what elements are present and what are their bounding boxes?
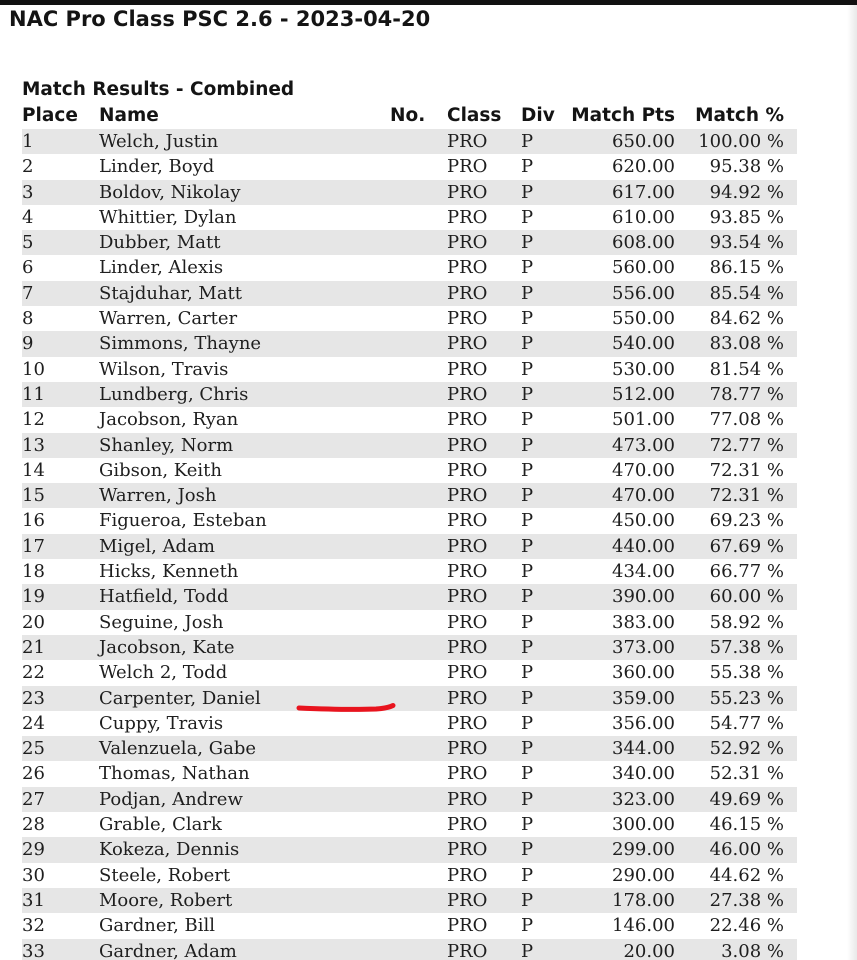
cell-division: P (521, 763, 534, 785)
table-row (22, 230, 797, 255)
cell-class: PRO (447, 206, 488, 228)
table-row (22, 306, 797, 331)
cell-name: Warren, Josh (99, 485, 217, 507)
cell-match-percent: 55.38 % (709, 662, 784, 684)
table-row (22, 559, 797, 584)
cell-name: Moore, Robert (99, 889, 233, 911)
cell-place: 23 (22, 687, 45, 709)
cell-name: Valenzuela, Gabe (99, 738, 257, 760)
cell-name: Dubber, Matt (99, 232, 221, 254)
table-row (22, 458, 797, 483)
cell-match-percent: 78.77 % (709, 383, 784, 405)
cell-place: 8 (22, 308, 34, 330)
cell-division: P (521, 485, 534, 507)
cell-class: PRO (447, 662, 488, 684)
cell-class: PRO (447, 485, 488, 507)
table-body (22, 129, 797, 960)
cell-class: PRO (447, 915, 488, 937)
table-row (22, 433, 797, 458)
cell-name: Wilson, Travis (99, 358, 229, 380)
cell-name: Warren, Carter (99, 308, 238, 330)
cell-place: 21 (22, 636, 45, 658)
cell-name: Gardner, Adam (99, 940, 237, 960)
header-match-percent: Match % (695, 105, 784, 126)
cell-match-percent: 72.31 % (709, 459, 784, 481)
cell-division: P (521, 131, 534, 152)
table-row (22, 939, 797, 960)
cell-name: Gardner, Bill (99, 915, 216, 937)
table-row (22, 382, 797, 407)
cell-place: 31 (22, 889, 45, 911)
cell-name: Linder, Boyd (99, 156, 215, 178)
cell-match-points: 540.00 (612, 333, 675, 355)
cell-match-points: 512.00 (612, 383, 675, 405)
cell-match-percent: 49.69 % (709, 788, 784, 810)
table-row (22, 129, 797, 154)
table-row (22, 205, 797, 230)
cell-place: 13 (22, 434, 45, 456)
cell-match-percent: 72.31 % (709, 485, 784, 507)
cell-match-percent: 57.38 % (709, 636, 784, 658)
cell-class: PRO (447, 181, 488, 203)
cell-division: P (521, 156, 534, 178)
cell-match-points: 473.00 (612, 434, 675, 456)
cell-name: Hicks, Kenneth (99, 561, 239, 583)
cell-match-percent: 81.54 % (709, 358, 784, 380)
table-row (22, 736, 797, 761)
cell-match-points: 530.00 (612, 358, 675, 380)
table-row (22, 508, 797, 533)
cell-place: 33 (22, 940, 45, 960)
cell-division: P (521, 333, 534, 355)
cell-match-points: 344.00 (612, 738, 675, 760)
cell-place: 24 (22, 712, 45, 734)
cell-division: P (521, 383, 534, 405)
cell-name: Simmons, Thayne (99, 333, 262, 355)
cell-match-points: 360.00 (612, 662, 675, 684)
cell-place: 17 (22, 535, 45, 557)
cell-name: Kokeza, Dennis (99, 839, 240, 861)
cell-place: 20 (22, 611, 45, 633)
cell-place: 22 (22, 662, 45, 684)
cell-name: Migel, Adam (99, 535, 215, 557)
cell-match-percent: 44.62 % (709, 864, 784, 886)
cell-name: Stajduhar, Matt (99, 282, 243, 304)
cell-match-points: 383.00 (612, 611, 675, 633)
cell-match-percent: 27.38 % (709, 889, 784, 911)
table-row (22, 711, 797, 736)
cell-name: Shanley, Norm (99, 434, 234, 456)
cell-class: PRO (447, 738, 488, 760)
cell-place: 2 (22, 156, 34, 178)
table-row (22, 255, 797, 280)
cell-place: 6 (22, 257, 34, 279)
cell-match-points: 650.00 (612, 131, 675, 152)
header-division: Div (521, 105, 555, 126)
cell-name: Jacobson, Ryan (99, 409, 239, 431)
cell-class: PRO (447, 561, 488, 583)
table-row (22, 863, 797, 888)
cell-division: P (521, 611, 534, 633)
cell-match-percent: 55.23 % (709, 687, 784, 709)
cell-match-percent: 85.54 % (709, 282, 784, 304)
cell-division: P (521, 308, 534, 330)
cell-place: 4 (22, 206, 34, 228)
cell-name: Hatfield, Todd (99, 586, 229, 608)
cell-name: Cuppy, Travis (99, 712, 224, 734)
cell-match-points: 450.00 (612, 510, 675, 532)
cell-division: P (521, 434, 534, 456)
cell-class: PRO (447, 257, 488, 279)
cell-division: P (521, 788, 534, 810)
cell-match-percent: 72.77 % (709, 434, 784, 456)
cell-match-percent: 93.85 % (709, 206, 784, 228)
table-row (22, 357, 797, 382)
cell-match-percent: 95.38 % (709, 156, 784, 178)
cell-place: 32 (22, 915, 45, 937)
cell-class: PRO (447, 611, 488, 633)
cell-match-percent: 46.00 % (709, 839, 784, 861)
cell-name: Figueroa, Esteban (99, 510, 267, 532)
cell-class: PRO (447, 282, 488, 304)
results-table (22, 103, 797, 960)
cell-division: P (521, 839, 534, 861)
cell-name: Seguine, Josh (99, 611, 224, 633)
cell-match-percent: 52.31 % (709, 763, 784, 785)
cell-match-percent: 93.54 % (709, 232, 784, 254)
cell-place: 29 (22, 839, 45, 861)
cell-place: 25 (22, 738, 45, 760)
cell-division: P (521, 181, 534, 203)
cell-place: 27 (22, 788, 45, 810)
cell-match-points: 470.00 (612, 485, 675, 507)
cell-place: 18 (22, 561, 45, 583)
cell-name: Lundberg, Chris (99, 383, 249, 405)
cell-division: P (521, 409, 534, 431)
cell-class: PRO (447, 814, 488, 836)
cell-match-percent: 52.92 % (709, 738, 784, 760)
cell-match-points: 359.00 (612, 687, 675, 709)
cell-class: PRO (447, 535, 488, 557)
cell-class: PRO (447, 409, 488, 431)
cell-match-percent: 66.77 % (709, 561, 784, 583)
cell-place: 11 (22, 383, 45, 405)
cell-class: PRO (447, 308, 488, 330)
table-row (22, 761, 797, 786)
table-row (22, 407, 797, 432)
cell-match-points: 620.00 (612, 156, 675, 178)
cell-match-points: 434.00 (612, 561, 675, 583)
cell-division: P (521, 257, 534, 279)
cell-match-points: 470.00 (612, 459, 675, 481)
cell-class: PRO (447, 459, 488, 481)
cell-class: PRO (447, 510, 488, 532)
cell-place: 1 (22, 131, 34, 152)
cell-name: Whittier, Dylan (99, 206, 237, 228)
cell-place: 7 (22, 282, 34, 304)
table-row (22, 610, 797, 635)
cell-match-points: 356.00 (612, 712, 675, 734)
cell-class: PRO (447, 636, 488, 658)
cell-place: 5 (22, 232, 34, 254)
cell-class: PRO (447, 232, 488, 254)
page-title: NAC Pro Class PSC 2.6 - 2023-04-20 (9, 7, 431, 31)
cell-division: P (521, 687, 534, 709)
cell-class: PRO (447, 586, 488, 608)
cell-class: PRO (447, 788, 488, 810)
cell-division: P (521, 738, 534, 760)
cell-match-percent: 54.77 % (709, 712, 784, 734)
cell-name: Welch 2, Todd (99, 662, 228, 684)
cell-match-points: 300.00 (612, 814, 675, 836)
cell-name: Podjan, Andrew (99, 788, 243, 810)
cell-place: 30 (22, 864, 45, 886)
header-name: Name (99, 105, 159, 126)
cell-division: P (521, 561, 534, 583)
cell-division: P (521, 206, 534, 228)
cell-division: P (521, 282, 534, 304)
cell-class: PRO (447, 763, 488, 785)
cell-class: PRO (447, 839, 488, 861)
cell-name: Boldov, Nikolay (99, 181, 241, 203)
cell-match-points: 390.00 (612, 586, 675, 608)
page-edge-shadow (847, 5, 857, 960)
table-row (22, 180, 797, 205)
cell-match-points: 560.00 (612, 257, 675, 279)
header-match-points: Match Pts (571, 105, 675, 126)
cell-match-percent: 58.92 % (709, 611, 784, 633)
cell-match-percent: 67.69 % (709, 535, 784, 557)
table-row (22, 635, 797, 660)
cell-division: P (521, 459, 534, 481)
cell-name: Grable, Clark (99, 814, 222, 836)
table-row (22, 584, 797, 609)
table-row (22, 888, 797, 913)
cell-match-points: 556.00 (612, 282, 675, 304)
cell-class: PRO (447, 156, 488, 178)
table-row (22, 154, 797, 179)
cell-class: PRO (447, 889, 488, 911)
cell-division: P (521, 915, 534, 937)
table-row (22, 660, 797, 685)
cell-name: Thomas, Nathan (99, 763, 250, 785)
cell-division: P (521, 940, 534, 960)
section-title: Match Results - Combined (22, 79, 295, 100)
cell-class: PRO (447, 687, 488, 709)
cell-match-points: 323.00 (612, 788, 675, 810)
cell-place: 14 (22, 459, 45, 481)
table-row (22, 534, 797, 559)
cell-name: Carpenter, Daniel (99, 687, 261, 709)
cell-place: 3 (22, 181, 34, 203)
header-place: Place (22, 105, 78, 126)
table-header (22, 103, 797, 129)
header-number: No. (390, 105, 426, 126)
cell-name: Gibson, Keith (99, 459, 222, 481)
cell-class: PRO (447, 383, 488, 405)
cell-division: P (521, 814, 534, 836)
cell-name: Steele, Robert (99, 864, 231, 886)
cell-match-points: 501.00 (612, 409, 675, 431)
cell-match-percent: 46.15 % (709, 814, 784, 836)
cell-match-points: 340.00 (612, 763, 675, 785)
cell-name: Linder, Alexis (99, 257, 224, 279)
cell-match-points: 299.00 (612, 839, 675, 861)
cell-division: P (521, 358, 534, 380)
cell-match-percent: 60.00 % (709, 586, 784, 608)
cell-place: 12 (22, 409, 45, 431)
cell-match-percent: 22.46 % (709, 915, 784, 937)
cell-class: PRO (447, 940, 488, 960)
table-row (22, 913, 797, 938)
cell-division: P (521, 712, 534, 734)
cell-division: P (521, 636, 534, 658)
cell-name: Welch, Justin (99, 131, 219, 152)
table-row (22, 812, 797, 837)
cell-class: PRO (447, 712, 488, 734)
cell-match-points: 550.00 (612, 308, 675, 330)
cell-match-points: 610.00 (612, 206, 675, 228)
cell-place: 15 (22, 485, 45, 507)
cell-match-points: 373.00 (612, 636, 675, 658)
table-row (22, 837, 797, 862)
cell-match-points: 290.00 (612, 864, 675, 886)
table-row (22, 787, 797, 812)
cell-match-percent: 86.15 % (709, 257, 784, 279)
table-row (22, 483, 797, 508)
table-row (22, 331, 797, 356)
cell-class: PRO (447, 333, 488, 355)
cell-match-percent: 69.23 % (709, 510, 784, 532)
cell-match-points: 146.00 (612, 915, 675, 937)
table-row (22, 281, 797, 306)
header-class: Class (447, 105, 502, 126)
cell-match-points: 440.00 (612, 535, 675, 557)
cell-division: P (521, 232, 534, 254)
cell-division: P (521, 586, 534, 608)
cell-match-percent: 83.08 % (709, 333, 784, 355)
cell-division: P (521, 889, 534, 911)
cell-match-points: 617.00 (612, 181, 675, 203)
cell-division: P (521, 535, 534, 557)
cell-class: PRO (447, 358, 488, 380)
cell-match-percent: 3.08 % (721, 940, 784, 960)
cell-class: PRO (447, 434, 488, 456)
cell-name: Jacobson, Kate (99, 636, 235, 658)
cell-place: 19 (22, 586, 45, 608)
cell-match-percent: 100.00 % (698, 131, 784, 152)
cell-division: P (521, 662, 534, 684)
cell-match-percent: 94.92 % (709, 181, 784, 203)
cell-class: PRO (447, 864, 488, 886)
cell-place: 10 (22, 358, 45, 380)
cell-match-points: 608.00 (612, 232, 675, 254)
cell-match-points: 178.00 (612, 889, 675, 911)
cell-match-percent: 77.08 % (709, 409, 784, 431)
table-row (22, 686, 797, 711)
cell-place: 9 (22, 333, 34, 355)
cell-place: 28 (22, 814, 45, 836)
cell-match-points: 20.00 (623, 940, 675, 960)
cell-division: P (521, 510, 534, 532)
cell-class: PRO (447, 131, 488, 152)
cell-place: 16 (22, 510, 45, 532)
cell-division: P (521, 864, 534, 886)
cell-match-percent: 84.62 % (709, 308, 784, 330)
cell-place: 26 (22, 763, 45, 785)
